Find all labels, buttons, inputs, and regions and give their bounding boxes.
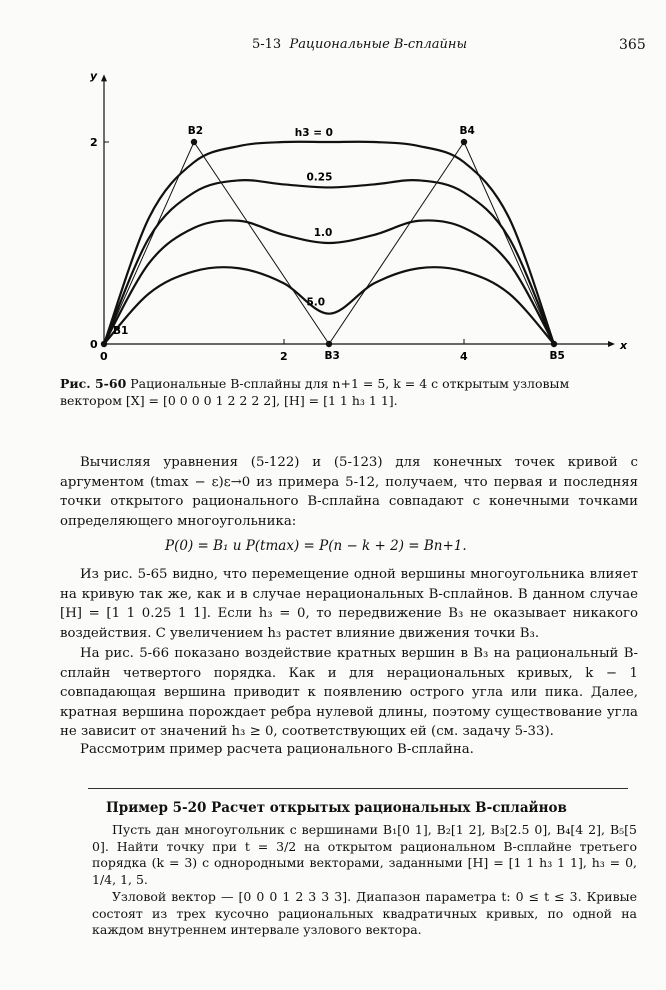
paragraph-4: Рассмотрим пример расчета рационального В-сплайна. — [80, 742, 474, 757]
section-divider — [88, 788, 628, 789]
origin-label: 0 — [90, 338, 98, 351]
y-axis-arrow — [101, 74, 107, 81]
caption-text: Рациональные В-сплайны для n+1 = 5, k = 4 с открытым узловым вектором [X] = [0 0 0 0 1 2 2 2 2], [H] = [1 1 h₃ 1 1]. — [60, 376, 570, 408]
axes — [90, 69, 628, 363]
example-paragraph-1: Пусть дан многоугольник с вершинами B₁[0 1], B₂[1 2], B₃[2.5 0], B₄[4 2], B₅[5 0]. Найти точку при t = 3/2 на открытом рациональном В-сплайне третьего порядка (k = 3) с однородными векторами, заданными [H] = [1 1 h₃ 1 1], h₃ = 0, 1/4, 1, 5. — [92, 822, 637, 887]
vertex-label-B4: B4 — [459, 124, 475, 137]
vertex-B4 — [461, 139, 467, 145]
curve-label-3: 5.0 — [306, 296, 326, 309]
figure-labels — [113, 125, 565, 362]
vertex-label-B5: B5 — [549, 350, 565, 363]
running-header — [252, 37, 467, 52]
caption-label: Рис. 5-60 — [60, 376, 127, 391]
figure-caption — [60, 375, 630, 409]
x-tick-label: 0 — [100, 350, 108, 363]
example-title: Пример 5-20 Расчет открытых рациональных В-сплайнов — [106, 800, 567, 816]
x-axis-arrow — [608, 341, 615, 347]
vertex-B3 — [326, 341, 332, 347]
vertex-label-B3: B3 — [324, 350, 340, 363]
example-paragraph-2: Узловой вектор — [0 0 0 1 2 3 3 3]. Диапазон параметра t: 0 ≤ t ≤ 3. Кривые состоят из трех кусочно рациональных квадратичных кривых, по одной на каждом внутреннем интервале узлового вектора. — [92, 889, 637, 937]
vertex-label-B2: B2 — [187, 124, 204, 137]
section-number: 5-13 — [252, 37, 282, 52]
equation: P(0) = B₁ и P(tmax) = P(n − k + 2) = Bn+1. — [165, 538, 467, 554]
paragraph-1: Вычисляя уравнения (5-122) и (5-123) для конечных точек кривой с аргументом (tmax − ε)ε→0 из примера 5-12, получаем, что первая и последняя точки открытого рационального В-сплайна совпадают с конечными точками определяющего многоугольника: — [60, 455, 638, 529]
curve-1 — [104, 180, 554, 344]
page-number: 365 — [619, 37, 646, 53]
paragraph-3: На рис. 5-66 показано воздействие кратных вершин в B₃ на рациональный В-сплайн четвертого порядка. Как и для нерациональных кривых, k − 1 совпадающая вершина приводит к появлению острого угла или пика. Далее, кратная вершина порождает ребра нулевой длины, поэтому существование угла не зависит от значений h₃ ≥ 0, соответствующих ей (см. задачу 5-33). — [60, 646, 638, 739]
curve-label-1: 0.25 — [306, 171, 333, 184]
x-axis-label: x — [620, 339, 628, 352]
y-tick-label: 2 — [90, 136, 98, 149]
section-title: Рациональные В-сплайны — [289, 37, 468, 52]
x-tick-label: 4 — [460, 350, 468, 363]
curve-label-2: 1.0 — [313, 226, 333, 239]
paragraph-2: Из рис. 5-65 видно, что перемещение одной вершины многоугольника влияет на кривую так же, как и в случае нерациональных В-сплайнов. В данном случае [H] = [1 1 0.25 1 1]. Если h₃ = 0, то передвижение B₃ не оказывает никакого воздействия. С увеличением h₃ растет влияние движения точки B₃. — [60, 567, 638, 641]
y-axis-label: y — [90, 69, 98, 83]
vertex-B2 — [191, 139, 197, 145]
figure-5-60 — [82, 69, 628, 372]
curve-label-0: h3 = 0 — [294, 126, 334, 139]
vertex-label-B1: B1 — [113, 324, 129, 337]
x-tick-label: 2 — [280, 350, 288, 363]
curve-3 — [104, 267, 554, 344]
